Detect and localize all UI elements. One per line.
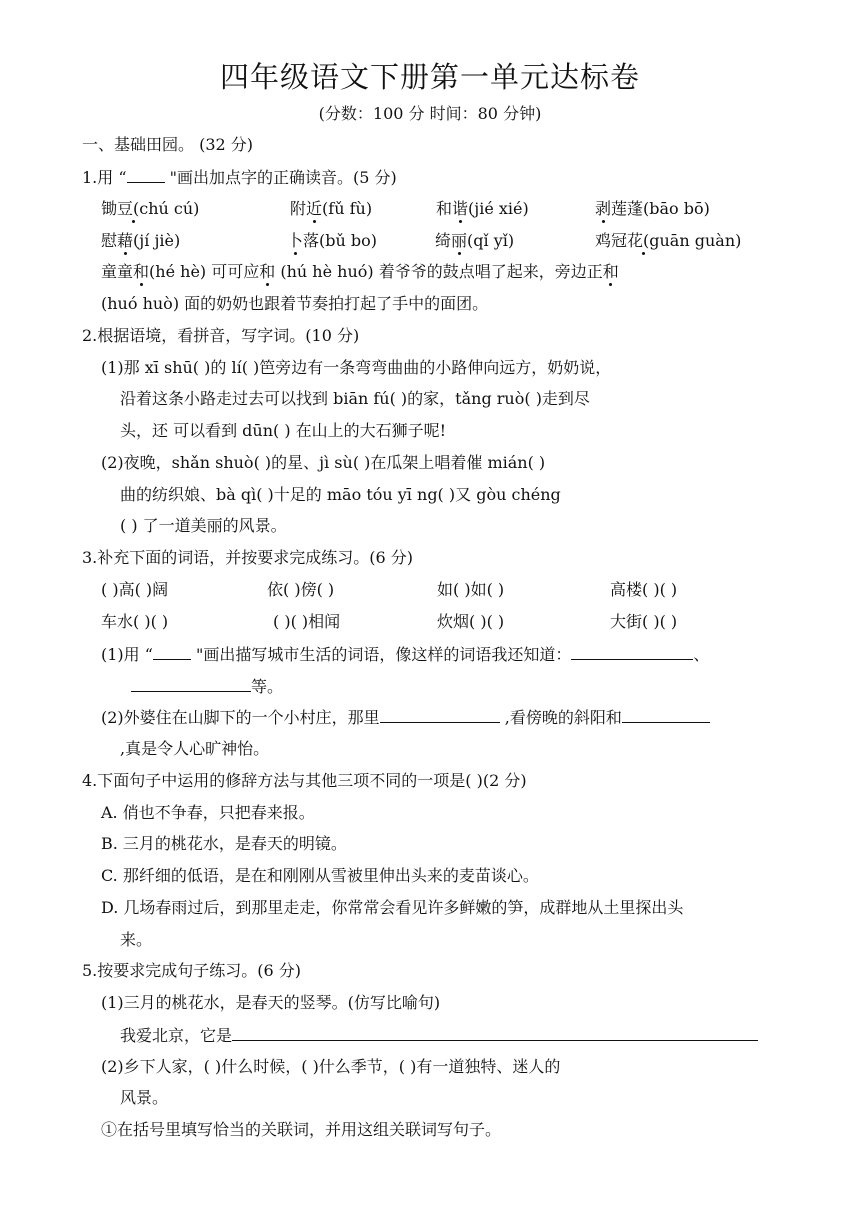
q3-stem: 3.补充下面的词语，并按要求完成练习。(6 分) (82, 548, 414, 567)
q1-line-4: (huó huò) 面的奶奶也跟着节奏拍打起了手中的面团。 (101, 294, 489, 313)
q1-row-1 (101, 198, 801, 220)
q1-item: 鸡冠花(guān guàn) (595, 231, 742, 250)
q1-item: 慰藉(jí jiè) (101, 231, 181, 250)
q3-sub-2: (2)外婆住在山脚下的一个小村庄，那里 ,看傍晚的斜阳和 (101, 706, 710, 729)
answer-line[interactable] (380, 706, 500, 723)
q1-line-3: 童童和(hé hè) 可可应和 (hú hè huó) 着爷爷的鼓点唱了起来，旁边正和 (101, 262, 619, 281)
q2-stem: 2.根据语境，看拼音，写字词。(10 分) (82, 326, 360, 345)
q5-sub-1: (1)三月的桃花水，是春天的竖琴。(仿写比喻句) (101, 993, 441, 1012)
underline-sample (127, 166, 165, 183)
q3-sub-1-cont: 等。 (131, 675, 283, 698)
answer-line[interactable] (232, 1024, 758, 1041)
q1-item: 卜落(bǔ bo) (287, 231, 378, 250)
answer-line[interactable] (131, 675, 251, 692)
q4-stem: 4.下面句子中运用的修辞方法与其他三项不同的一项是( )(2 分) (82, 771, 527, 790)
q4-option-d-cont: 来。 (120, 930, 153, 949)
q2-p1-line-1: (1)那 xī shū( )的 lí( )笆旁边有一条弯弯曲曲的小路伸向远方，奶奶说， (101, 358, 612, 377)
q5-stem: 5.按要求完成句子练习。(6 分) (82, 961, 302, 980)
q4-option-c: C. 那纤细的低语，是在和刚刚从雪被里伸出头来的麦苗谈心。 (101, 866, 539, 885)
q1-item: 锄豆(chú cú) (101, 199, 200, 218)
q4-option-a: A. 俏也不争春，只把春来报。 (101, 803, 315, 822)
q5-sub-2: (2)乡下人家，( )什么时候，( )什么季节，( )有一道独特、迷人的 (101, 1057, 561, 1076)
idiom-blank: ( )( )相闻 (273, 612, 341, 631)
q1-item: 附近(fǔ fù) (290, 199, 373, 218)
q1-stem (82, 166, 397, 189)
idiom-blank: 大街( )( ) (610, 612, 678, 631)
idiom-blank: 高楼( )( ) (610, 580, 678, 599)
q1-stem-end: "画出加点字的正确读音。(5 分) (164, 168, 397, 187)
q2-p2-line-1: (2)夜晚，shǎn shuò( )的星、jì sù( )在瓜架上唱着催 mián( ) (101, 453, 546, 472)
q3-sub-1: (1)用 “ "画出描写城市生活的词语，像这样的词语我还知道： 、 (101, 645, 710, 664)
idiom-blank: 依( )傍( ) (267, 580, 335, 599)
q5-sub-1-answer: 我爱北京，它是 (120, 1024, 758, 1047)
q3-sub-2-cont: ,真是令人心旷神怡。 (120, 739, 270, 758)
idiom-blank: 如( )如( ) (437, 580, 505, 599)
idiom-blank: ( )高( )阔 (101, 580, 169, 599)
q1-item: 绮丽(qǐ yǐ) (435, 231, 515, 250)
idiom-blank: 车水( )( ) (101, 612, 169, 631)
idiom-blank: 炊烟( )( ) (437, 612, 505, 631)
section-heading: 一、基础田园。 (32 分) (82, 135, 254, 154)
q2-p2-line-3: ( ) 了一道美丽的风景。 (120, 516, 287, 535)
exam-subtitle: (分数：100 分 时间：80 分钟) (318, 104, 542, 123)
q5-sub-2-cont: 风景。 (120, 1088, 169, 1107)
q5-sub-2-task: ①在括号里填写恰当的关联词，并用这组关联词写句子。 (101, 1120, 502, 1139)
q3-row-1 (101, 579, 801, 601)
answer-line[interactable] (571, 643, 693, 660)
answer-line[interactable] (622, 706, 710, 723)
q2-p1-line-2: 沿着这条小路走过去可以找到 biān fú( )的家，tǎng ruò( )走到尽 (120, 389, 590, 408)
exam-title: 四年级语文下册第一单元达标卷 (219, 60, 640, 94)
q3-row-2 (101, 611, 801, 633)
q2-p1-line-3: 头，还 可以看到 dūn( ) 在山上的大石狮子呢! (120, 421, 447, 440)
q1-stem-start: 1.用 “ (82, 168, 127, 187)
q1-row-2 (101, 230, 801, 252)
q4-option-d: D. 几场春雨过后，到那里走走，你常常会看见许多鲜嫩的笋，成群地从土里探出头 (101, 898, 684, 917)
q4-option-b: B. 三月的桃花水，是春天的明镜。 (101, 834, 347, 853)
q1-item: 剥莲蓬(bāo bō) (595, 199, 710, 218)
q2-p2-line-2: 曲的纺织娘、bà qì( )十足的 māo tóu yī ng( )又 gòu chéng (120, 485, 561, 504)
q1-item: 和谐(jié xié) (436, 199, 529, 218)
